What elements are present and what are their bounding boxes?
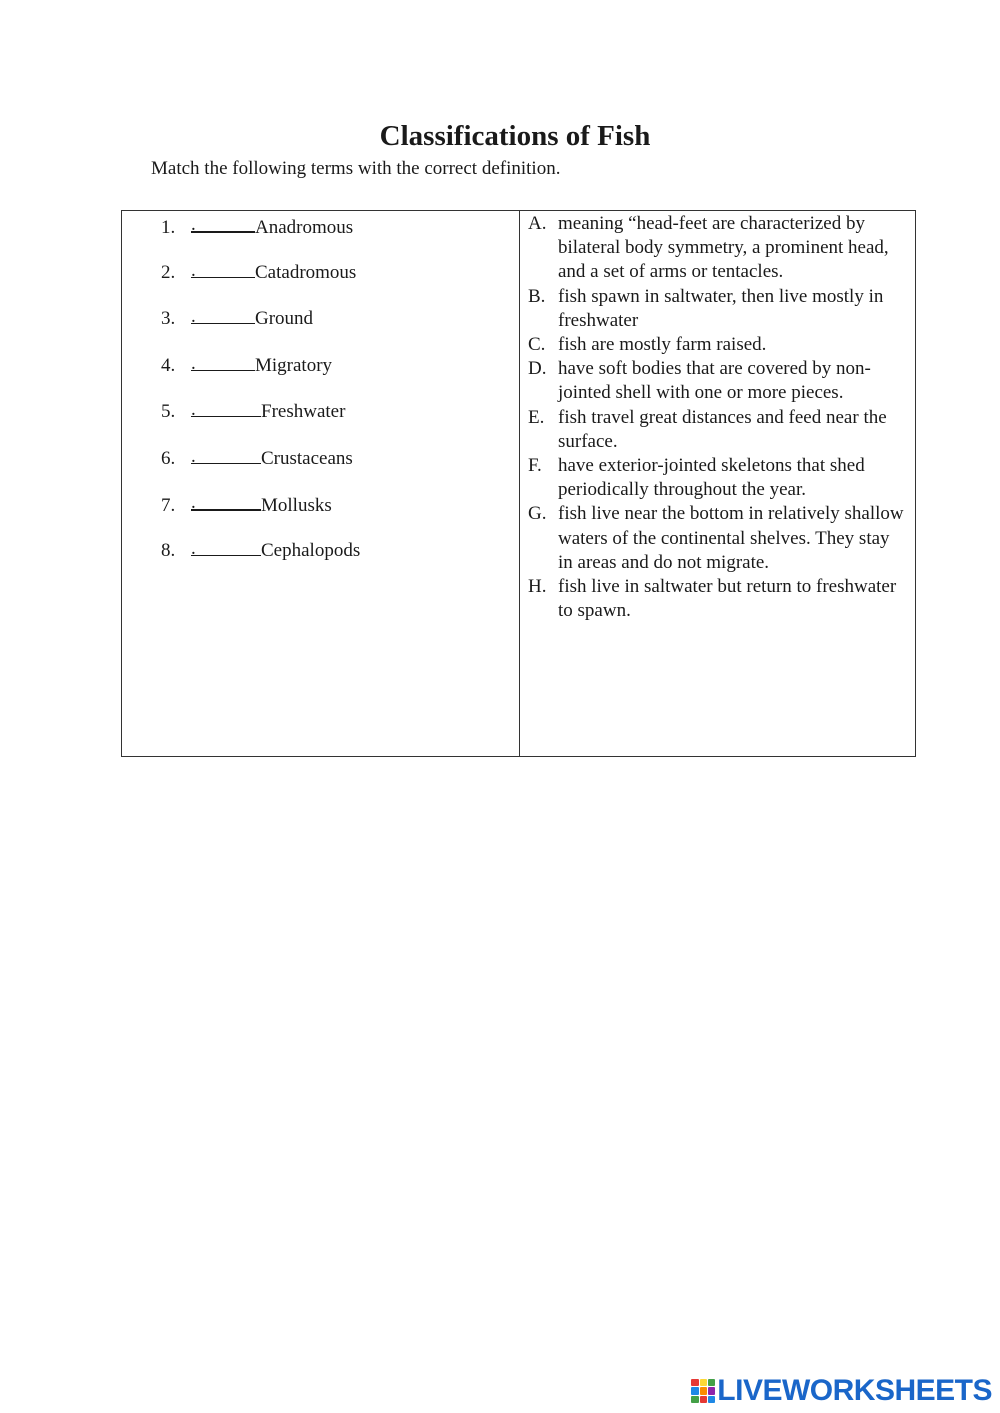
term-item [161, 444, 353, 468]
definition-letter: D. [528, 358, 547, 380]
answer-blank[interactable]: . [191, 536, 261, 556]
definition-item [528, 502, 908, 575]
definition-item [528, 575, 908, 623]
definition-letter: F. [528, 455, 542, 477]
definition-letter: A. [528, 213, 547, 234]
definition-text: meaning “head-feet are characterized by bilateral body symmetry, a prominent head, and a set of arms or tentacles. [558, 213, 889, 283]
answer-blank[interactable]: . [191, 258, 255, 278]
term-number: 6. [161, 448, 176, 469]
logo-text: LIVEWORKSHEETS [717, 1374, 992, 1407]
definition-text: fish are mostly farm raised. [558, 334, 767, 356]
term-item [161, 351, 332, 375]
answer-blank[interactable]: . [191, 444, 261, 464]
definition-letter: G. [528, 503, 547, 525]
definition-text: fish live in saltwater but return to freshwater to spawn. [558, 576, 897, 622]
definition-item [528, 333, 908, 357]
term-label: Ground [255, 308, 314, 329]
term-label: Crustaceans [261, 448, 353, 469]
answer-blank[interactable]: . [191, 397, 261, 417]
definition-letter: C. [528, 334, 546, 356]
liveworksheets-logo [691, 1373, 992, 1409]
answer-blank[interactable]: . [191, 304, 255, 324]
definitions-column [520, 211, 915, 756]
term-label: Migratory [255, 355, 333, 376]
term-label: Mollusks [261, 495, 332, 516]
logo-grid-icon [691, 1379, 715, 1403]
term-item [161, 536, 360, 560]
definition-text: fish spawn in saltwater, then live mostly in freshwater [558, 285, 884, 331]
definition-letter: B. [528, 285, 546, 307]
term-number: 7. [161, 495, 176, 516]
term-item [161, 258, 356, 282]
definition-item [528, 454, 908, 502]
definition-letter: H. [528, 576, 547, 598]
page-title: Classifications of Fish [379, 120, 651, 152]
definition-item [528, 406, 908, 454]
term-number: 1. [161, 217, 176, 238]
definition-text: fish travel great distances and feed near the surface. [558, 406, 887, 452]
definition-text: have exterior-jointed skeletons that shed periodically throughout the year. [558, 455, 865, 501]
term-item [161, 212, 353, 236]
term-label: Freshwater [261, 401, 346, 422]
definition-item [528, 212, 908, 285]
definition-letter: E. [528, 406, 545, 428]
term-item [161, 397, 345, 421]
term-label: Anadromous [255, 217, 354, 238]
definition-item [528, 285, 908, 333]
term-number: 5. [161, 401, 176, 422]
term-number: 3. [161, 308, 176, 329]
matching-table [121, 210, 916, 757]
terms-column [122, 211, 520, 756]
term-item [161, 304, 313, 328]
term-number: 4. [161, 355, 176, 376]
definition-text: have soft bodies that are covered by non-jointed shell with one or more pieces. [558, 358, 871, 404]
definitions-list [528, 212, 908, 623]
definition-text: fish live near the bottom in relatively shallow waters of the continental shelves. They stay in areas and do not migrate. [558, 503, 904, 573]
answer-blank[interactable]: . [191, 212, 255, 233]
answer-blank[interactable]: . [191, 351, 255, 371]
term-label: Cephalopods [261, 540, 361, 561]
term-number: 8. [161, 540, 176, 561]
term-label: Catadromous [255, 262, 357, 283]
instructions: Match the following terms with the correct definition. [151, 158, 561, 179]
answer-blank[interactable]: . [191, 490, 261, 511]
definition-item [528, 357, 908, 405]
term-number: 2. [161, 262, 176, 283]
term-item [161, 490, 332, 514]
